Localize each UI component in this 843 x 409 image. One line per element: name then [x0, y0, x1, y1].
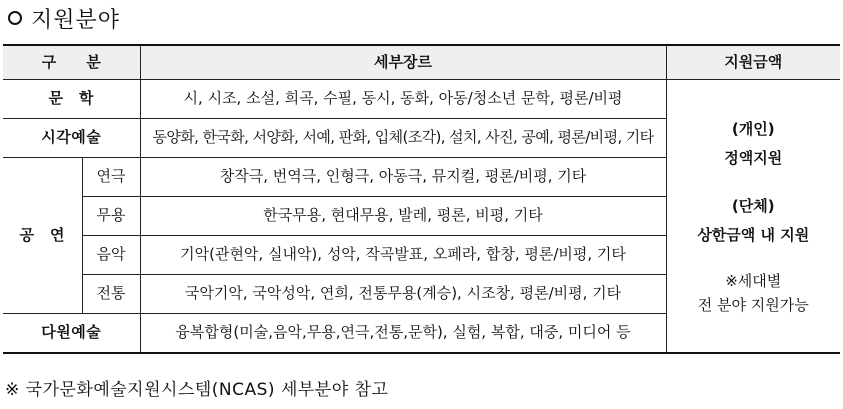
group-title: (단체) — [731, 197, 775, 215]
category-literature: 문 학 — [3, 80, 140, 119]
category-visual-arts: 시각예술 — [3, 119, 140, 158]
header-amount: 지원금액 — [666, 45, 840, 80]
circle-bullet-icon — [8, 11, 22, 25]
support-field-table — [3, 44, 840, 354]
individual-text: 정액지원 — [724, 148, 783, 167]
amount-cell — [666, 80, 840, 354]
genres-cell: 융복합형(미술,음악,무용,연극,전통,문학), 실험, 복합, 대중, 미디어 등 — [140, 314, 666, 354]
category-interdisciplinary: 다원예술 — [3, 314, 140, 354]
header-genres: 세부장르 — [140, 45, 666, 80]
genres-cell: 시, 시조, 소설, 희곡, 수필, 동시, 동화, 아동/청소년 문학, 평론/비평 — [140, 80, 666, 119]
genres-cell: 동양화, 한국화, 서양화, 서예, 판화, 입체(조각), 설치, 사진, 공예, 평론/비평, 기타 — [140, 119, 666, 158]
group-text: 상한금액 내 지원 — [697, 225, 810, 244]
footnote: ※ 국가문화예술지원시스템(NCAS) 세부분야 참고 — [5, 380, 389, 400]
genres-cell: 국악기악, 국악성악, 연희, 전통무용(계승), 시조창, 평론/비평, 기타 — [140, 275, 666, 314]
genres-cell: 기악(관현악, 실내악), 성악, 작곡발표, 오페라, 합창, 평론/비평, 기타 — [140, 236, 666, 275]
genres-cell: 창작극, 번역극, 인형극, 아동극, 뮤지컬, 평론/비평, 기타 — [140, 158, 666, 197]
subcategory-music: 음악 — [82, 236, 140, 275]
section-heading — [8, 3, 120, 33]
section-title: 지원분야 — [31, 7, 121, 33]
note-line-1: ※세대별 — [725, 272, 782, 290]
table-row — [3, 80, 840, 119]
note-line-2: 전 분야 지원가능 — [697, 296, 809, 314]
header-category: 구 분 — [3, 45, 140, 80]
subcategory-traditional: 전통 — [82, 275, 140, 314]
genres-cell: 한국무용, 현대무용, 발레, 평론, 비평, 기타 — [140, 197, 666, 236]
table-header-row — [3, 45, 840, 80]
subcategory-dance: 무용 — [82, 197, 140, 236]
category-performance: 공 연 — [3, 158, 82, 314]
subcategory-theater: 연극 — [82, 158, 140, 197]
individual-title: (개인) — [731, 120, 775, 138]
